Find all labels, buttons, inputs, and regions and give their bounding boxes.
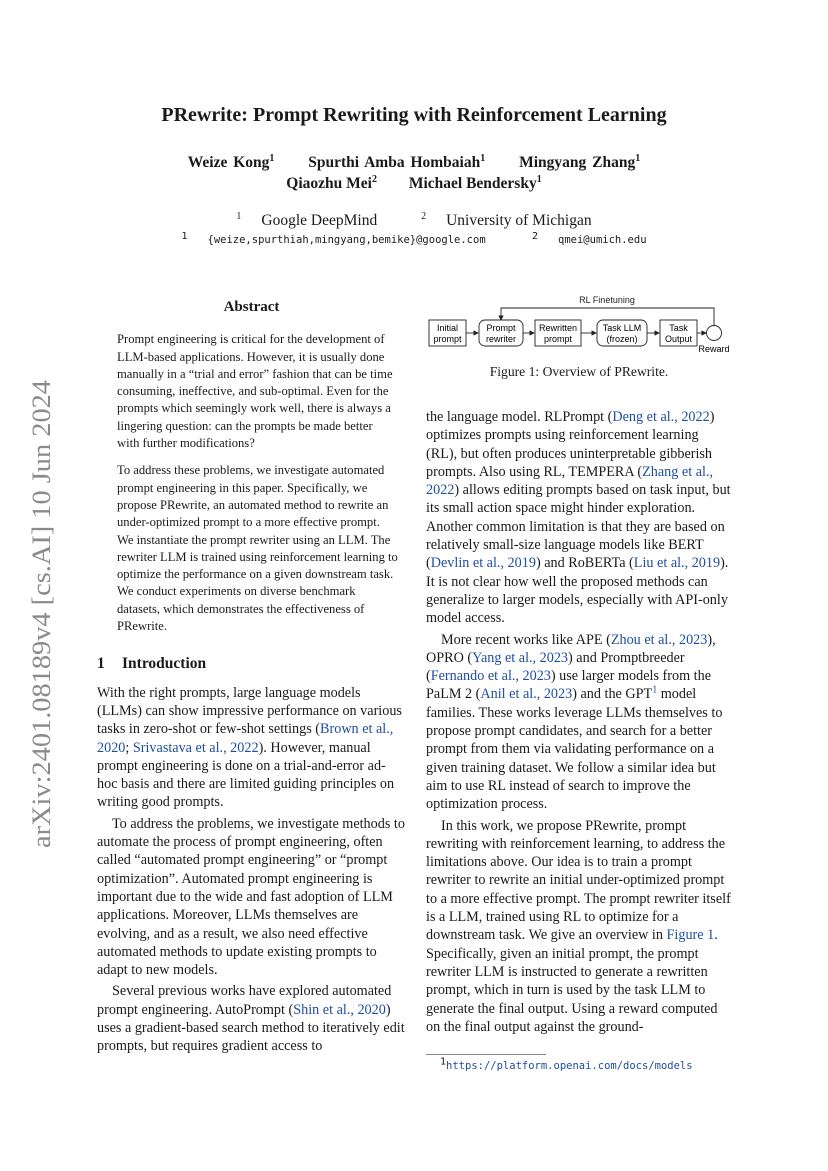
author-line-1: [0, 154, 828, 172]
right-column: [426, 408, 732, 1039]
email: 1 {weize,spurthiah,mingyang,bemike}@google.com: [181, 230, 486, 246]
box-initial-prompt: [429, 320, 466, 346]
body-paragraph: More recent works like APE (Zhou et al., 2023), OPRO (Yang et al., 2023) and Promptbreeder (Fernando et al., 2023) use larger models from the PaLM 2 (Anil et al., 2023) and the GPT$^1$ model families. These works leverage LLMs themselves to propose prompt candidates, and search for a better prompt from them via validating performance on a given training dataset. We follow a similar idea but aim to use RL instead of search to improve the optimization process.: [426, 631, 723, 813]
reward-label: Reward: [698, 344, 730, 354]
affiliation: $^1$ Google DeepMind: [236, 210, 378, 229]
footnote-marker[interactable]: 1: [652, 684, 658, 696]
citation-link[interactable]: Shin et al., 2020: [293, 1001, 386, 1018]
box-task-output: [660, 320, 697, 346]
box-task-llm: [597, 320, 647, 346]
footnote-url-link[interactable]: https://platform.openai.com/docs/models: [446, 1060, 693, 1072]
rl-loop-label: RL Finetuning: [579, 295, 635, 305]
figure-reference-link[interactable]: Figure 1: [666, 927, 715, 944]
svg-text:Initial: Initial: [436, 323, 459, 333]
email: 2 qmei@umich.edu: [531, 230, 647, 246]
citation-link[interactable]: Deng et al., 2022: [612, 409, 710, 425]
author: Weize Kong$^1$: [187, 152, 275, 171]
footnote-divider: [426, 1054, 546, 1055]
paper-title: PRewrite: Prompt Rewriting with Reinforcement Learning: [161, 104, 667, 126]
svg-text:prompt: prompt: [543, 334, 573, 344]
footnote: 1https://platform.openai.com/docs/models: [440, 1056, 693, 1072]
reward-node: [707, 326, 722, 341]
abstract-paragraph: To address these problems, we investigate automated prompt engineering in this paper. Specifically, we propose PRewrite, an automated method to rewrite an under-optimized prompt to a more effective prompt. We instantiate the prompt rewriter using an LLM. The rewriter LLM is trained using reinforcement learning to optimize the performance on a given downstream task. We conduct experiments on diverse benchmark datasets, which demonstrates the effectiveness of PRewrite.: [117, 463, 398, 634]
author-line-2: [0, 175, 828, 193]
citation-link[interactable]: Srivastava et al., 2022: [132, 739, 259, 756]
svg-text:Prompt: Prompt: [486, 323, 516, 333]
citation-link[interactable]: Anil et al., 2023: [480, 686, 573, 703]
citation-link[interactable]: Fernando et al., 2023: [430, 668, 551, 685]
left-column: [97, 290, 406, 1059]
body-paragraph: In this work, we propose PRewrite, prompt rewriting with reinforcement learning, to address the limitations above. Our idea is to train a prompt rewriter to rewrite an initial under-optimized prompt to a more effective prompt. The prompt rewriter itself is a LLM, trained using RL to optimize for a downstream task. We give an overview in Figure 1. Specifically, given an initial prompt, the prompt rewriter LLM is instructed to generate a rewritten prompt, which in turn is used by the task LLM to generate the final output. Using a reward computed on the final output against the ground-: [426, 817, 731, 1035]
box-rewritten-prompt: [535, 320, 581, 346]
svg-text:Output: Output: [664, 334, 693, 344]
author: Mingyang Zhang$^1$: [519, 152, 641, 171]
svg-text:(frozen): (frozen): [606, 334, 638, 344]
abstract-heading: Abstract: [223, 299, 280, 315]
section-heading: 1 Introduction: [97, 655, 207, 673]
author: Qiaozhu Mei$^2$: [286, 173, 377, 192]
arxiv-stamp-text: arXiv:2401.08189v4 [cs.AI] 10 Jun 2024: [27, 419, 56, 848]
citation-link[interactable]: Devlin et al., 2019: [430, 555, 536, 572]
affiliation: $^2$ University of Michigan: [421, 210, 592, 229]
arxiv-stamp: [20, 378, 60, 848]
body-paragraph: With the right prompts, large language models (LLMs) can show impressive performance on various tasks in zero-shot or few-shot settings (Brown et al., 2020; Srivastava et al., 2022). However, manual prompt engineering is done on a trial-and-error ad-hoc basis and there are limited guiding principles on writing good prompts.: [97, 684, 402, 811]
citation-link[interactable]: Brown et al., 2020: [97, 721, 394, 756]
citation-link[interactable]: Yang et al., 2023: [472, 649, 569, 666]
body-paragraph: Several previous works have explored automated prompt engineering. AutoPrompt (Shin et al., 2020) uses a gradient-based search method to iteratively edit prompts, but requires gradient access to: [97, 983, 405, 1055]
svg-text:Rewritten: Rewritten: [538, 323, 578, 333]
citation-link[interactable]: Zhou et al., 2023: [610, 631, 708, 648]
svg-text:Task LLM: Task LLM: [602, 323, 642, 333]
box-prompt-rewriter: [479, 320, 523, 346]
emails: [0, 230, 828, 246]
citation-link[interactable]: Liu et al., 2019: [633, 555, 721, 572]
author: Michael Bendersky$^1$: [408, 173, 542, 192]
author: Spurthi Amba Hombaiah$^1$: [308, 152, 486, 171]
abstract-paragraph: Prompt engineering is critical for the development of LLM-based applications. However, it is usually done manually in a “trial and error” fashion that can be time consuming, ineffective, and sub-optimal. Even for the prompts which seemingly work well, there is always a lingering question: can the prompts be made better with further modifications?: [117, 332, 393, 451]
svg-text:prompt: prompt: [433, 334, 462, 344]
citation-link[interactable]: Zhang et al., 2022: [426, 463, 714, 499]
svg-text:rewriter: rewriter: [485, 334, 517, 344]
body-paragraph: To address the problems, we investigate methods to automate the process of prompt engineering, often called “automated prompt engineering” or “prompt optimization”. Automated prompt engineering is important due to the wide and fast adoption of LLM applications. Moreover, LLMs themselves are evolving, and as a result, we also need effective automated methods to update existing prompts to adapt to new models.: [97, 815, 405, 979]
body-paragraph: the language model. RLPrompt (Deng et al., 2022) optimizes prompts using reinforcement learning (RL), but often produces uninterpretable gibberish prompts. Also using RL, TEMPERA (Zhang et al., 2022) allows editing prompts based on task input, but its small action space might hinder exploration. Another common limitation is that they are based on relatively small-size language models like BERT (Devlin et al., 2019) and RoBERTa (Liu et al., 2019). It is not clear how well the proposed methods can generalize to larger models, especially with API-only model access.: [426, 409, 731, 627]
figure-caption: Figure 1: Overview of PRewrite.: [489, 364, 669, 379]
svg-text:Task: Task: [669, 323, 688, 333]
affiliations: [0, 212, 828, 230]
